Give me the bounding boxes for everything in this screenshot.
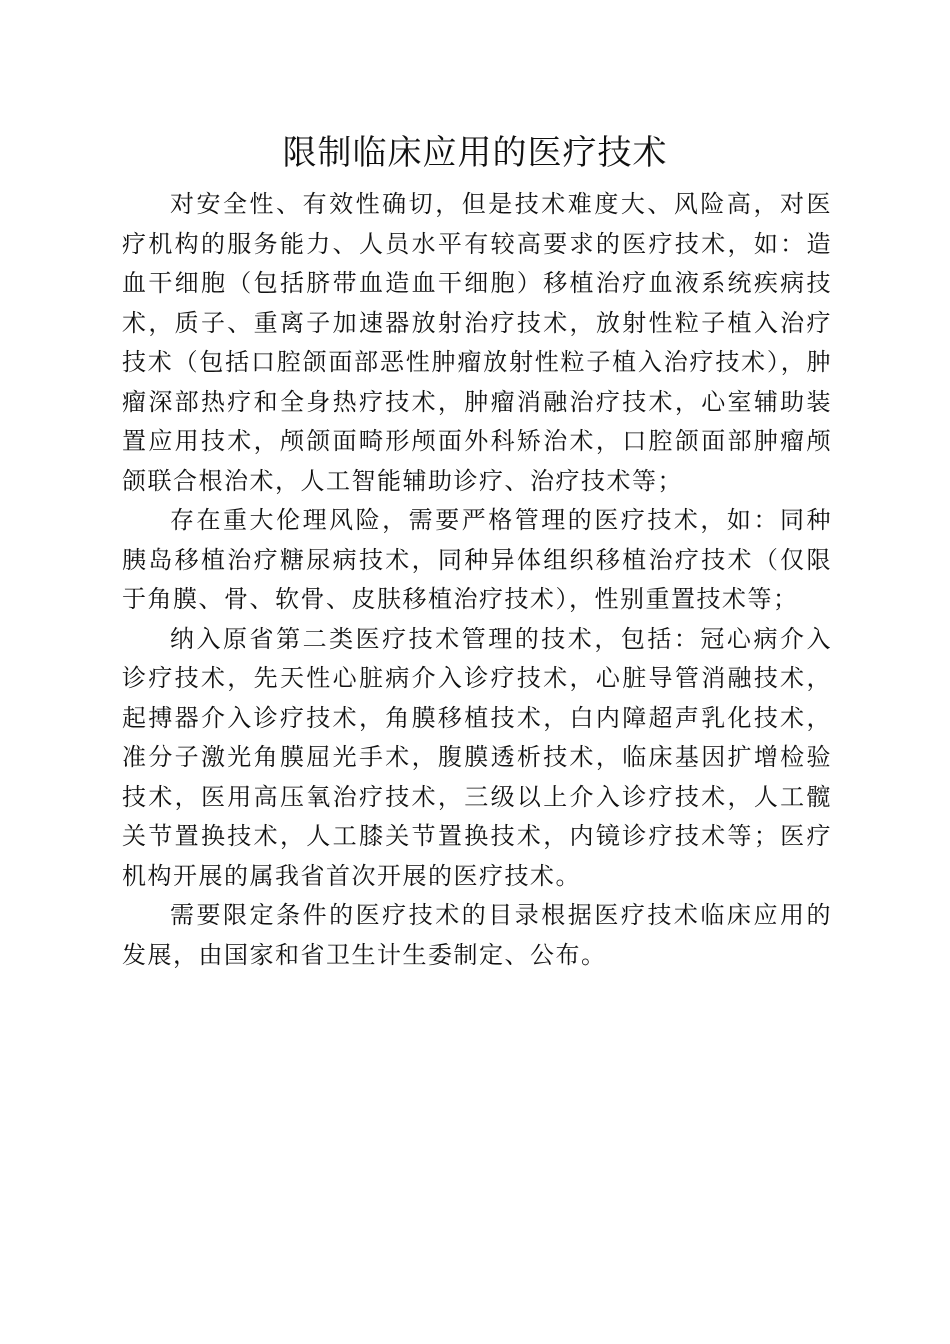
document-body [122,185,832,975]
paragraph-ethical-risk-techniques: 存在重大伦理风险，需要严格管理的医疗技术，如：同种胰岛移植治疗糖尿病技术，同种异体组织移植治疗技术（仅限于角膜、骨、软骨、皮肤移植治疗技术），性别重置技术等； [122,506,832,613]
document-title: 限制临床应用的医疗技术 [282,133,668,173]
paragraph-class-two-techniques: 纳入原省第二类医疗技术管理的技术，包括：冠心病介入诊疗技术，先天性心脏病介入诊疗技术，心脏导管消融技术，起搏器介入诊疗技术，角膜移植技术，白内障超声乳化技术，准分子激光角膜屈光手术，腹膜透析技术，临床基因扩增检验技术，医用高压氧治疗技术，三级以上介入诊疗技术，人工髋关节置换技术，人工膝关节置换技术，内镜诊疗技术等；医疗机构开展的属我省首次开展的医疗技术。 [122,624,832,890]
paragraph-catalog-publication: 需要限定条件的医疗技术的目录根据医疗技术临床应用的发展，由国家和省卫生计生委制定、公布。 [122,901,832,969]
paragraph-restricted-high-risk-techniques: 对安全性、有效性确切，但是技术难度大、风险高，对医疗机构的服务能力、人员水平有较高要求的医疗技术，如：造血干细胞（包括脐带血造血干细胞）移植治疗血液系统疾病技术，质子、重离子加速器放射治疗技术，放射性粒子植入治疗技术（包括口腔颌面部恶性肿瘤放射性粒子植入治疗技术），肿瘤深部热疗和全身热疗技术，肿瘤消融治疗技术，心室辅助装置应用技术，颅颌面畸形颅面外科矫治术，口腔颌面部肿瘤颅颌联合根治术，人工智能辅助诊疗、治疗技术等； [122,190,832,495]
